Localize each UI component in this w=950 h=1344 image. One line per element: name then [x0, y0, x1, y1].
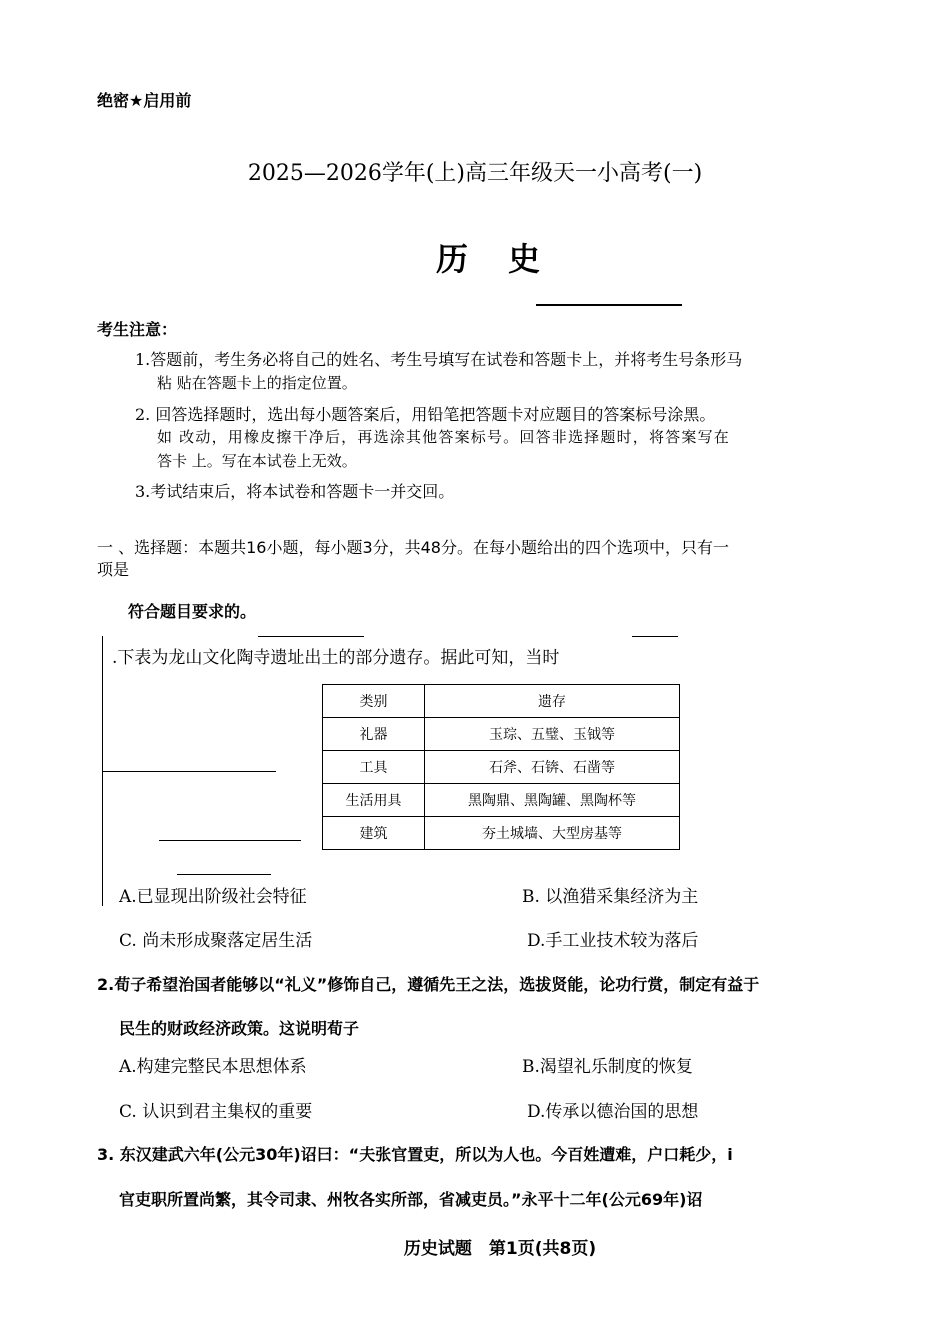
table-header-row	[323, 685, 680, 718]
question-2-option-d: D.传承以德治国的思想	[527, 1102, 699, 1122]
decor-line	[102, 771, 276, 772]
question-1-option-d: D.手工业技术较为落后	[527, 931, 699, 951]
subject-title: 历 史	[435, 240, 544, 278]
table-header: 类别	[323, 685, 425, 718]
title-underline	[536, 304, 682, 306]
table-row	[323, 817, 680, 850]
table-cell: 黑陶鼎、黑陶罐、黑陶杯等	[425, 784, 680, 817]
table-cell: 礼器	[323, 718, 425, 751]
question-2-stem: 2.荀子希望治国者能够以“礼义”修饰自己，遵循先王之法，选拔贤能，论功行赏，制定有益于	[97, 975, 760, 994]
question-1-option-c: C. 尚未形成聚落定居生活	[119, 931, 313, 951]
question-2-stem-cont: 民生的财政经济政策。这说明荀子	[119, 1019, 360, 1038]
relics-table	[322, 684, 680, 850]
question-1-option-a: A.已显现出阶级社会特征	[119, 887, 307, 907]
table-row	[323, 751, 680, 784]
table-cell: 建筑	[323, 817, 425, 850]
question-2-option-a: A.构建完整民本思想体系	[119, 1057, 307, 1077]
table-cell: 夯土城墙、大型房基等	[425, 817, 680, 850]
confidential-label: 绝密★启用前	[97, 91, 192, 110]
notice-heading: 考生注意：	[97, 320, 178, 339]
decor-line	[177, 874, 271, 875]
table-cell: 生活用具	[323, 784, 425, 817]
question-3-stem: 3. 东汉建武六年(公元30年)诏曰：“夫张官置吏，所以为人也。今百姓遭难，户口耗少，i	[97, 1145, 733, 1164]
table-cell: 石斧、石锛、石凿等	[425, 751, 680, 784]
question-1-stem: .下表为龙山文化陶寺遗址出土的部分遗存。据此可知，当时	[112, 648, 560, 668]
table-header: 遗存	[425, 685, 680, 718]
notice-item-2-cont2: 答卡 上。写在本试卷上无效。	[157, 452, 357, 470]
question-3-stem-cont: 官吏职所置尚繁，其令司隶、州牧各实所部，省减吏员。”永平十二年(公元69年)诏	[119, 1190, 703, 1209]
table-cell: 玉琮、五璧、玉钺等	[425, 718, 680, 751]
question-2-option-b: B.渴望礼乐制度的恢复	[522, 1057, 693, 1077]
page-footer: 历史试题 第1页(共8页)	[403, 1239, 597, 1259]
notice-item-1-cont: 粘 贴在答题卡上的指定位置。	[157, 374, 357, 392]
exam-title: 2025—2026学年(上)高三年级天一小高考(一)	[247, 161, 703, 186]
table-cell: 工具	[323, 751, 425, 784]
notice-item-2-cont: 如 改动，用橡皮擦干净后，再选涂其他答案标号。回答非选择题时，将答案写在	[157, 428, 730, 446]
notice-item-3: 3.考试结束后，将本试卷和答题卡一并交回。	[135, 482, 455, 501]
table-row	[323, 784, 680, 817]
section-intro: 一 、选择题：本题共16小题，每小题3分，共48分。在每小题给出的四个选项中，只有一	[97, 538, 729, 557]
notice-item-2: 2. 回答选择题时，选出每小题答案后，用铅笔把答题卡对应题目的答案标号涂黑。	[135, 405, 716, 424]
table-row	[323, 718, 680, 751]
section-intro-requirement: 符合题目要求的。	[128, 602, 257, 621]
section-intro-cont: 项是	[97, 560, 130, 579]
question-2-option-c: C. 认识到君主集权的重要	[119, 1102, 313, 1122]
decor-line	[258, 636, 364, 637]
question-1-option-b: B. 以渔猎采集经济为主	[522, 887, 699, 907]
notice-item-1: 1.答题前，考生务必将自己的姓名、考生号填写在试卷和答题卡上，并将考生号条形马	[135, 350, 743, 369]
decor-line	[632, 636, 678, 637]
decor-line	[159, 840, 301, 841]
